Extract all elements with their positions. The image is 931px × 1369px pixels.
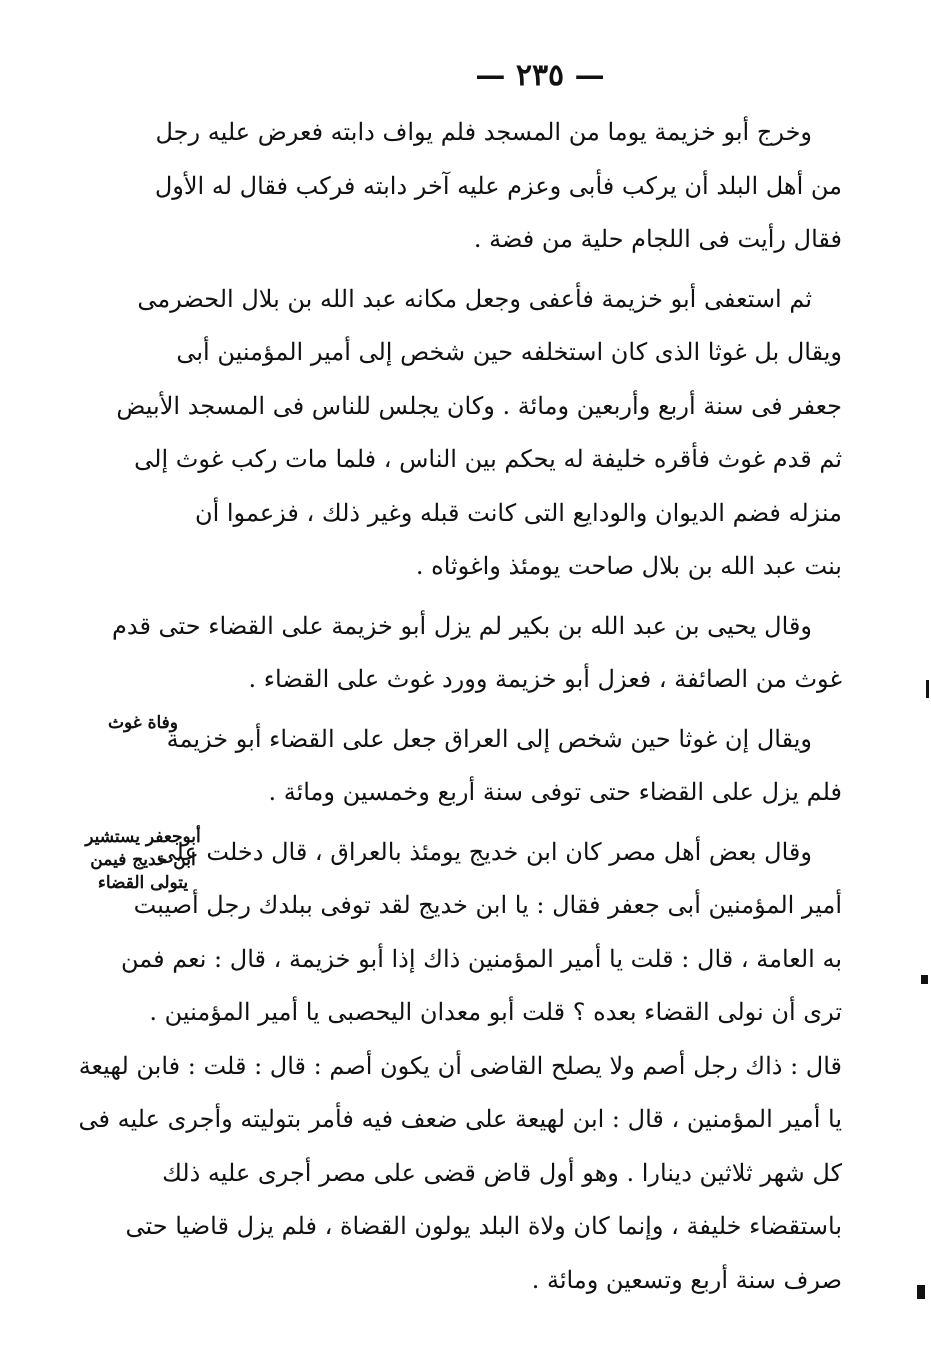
text-line: فلم يزل على القضاء حتى توفى سنة أربع وخمسين ومائة . — [268, 778, 842, 806]
text-line: أمير المؤمنين أبى جعفر فقال : يا ابن خديج لقد توفى ببلدك رجل أصيبت — [133, 891, 842, 919]
paragraph — [111, 600, 842, 707]
text-line: قال : ذاك رجل أصم ولا يصلح القاضى أن يكون أصم : قال : قلت : فابن لهيعة — [78, 1051, 842, 1080]
text-line: به العامة ، قال : قلت يا أمير المؤمنين ذاك إذا أبو خزيمة ، قال : نعم فمن — [120, 944, 842, 973]
text-line: باستقضاء خليفة ، وإنما كان ولاة البلد يولون القضاة ، فلم يزل قاضيا حتى — [125, 1212, 842, 1240]
scan-edge-mark — [926, 680, 929, 698]
margin-note: وفاة غوث — [107, 713, 179, 733]
text-line: من أهل البلد أن يركب فأبى وعزم عليه آخر دابته فركب فقال له الأول — [154, 171, 842, 200]
paragraph — [154, 106, 842, 267]
text-line: صرف سنة أربع وتسعين ومائة . — [531, 1265, 842, 1294]
scan-edge-mark — [921, 975, 928, 984]
text-line: غوث من الصائفة ، فعزل أبو خزيمة وورد غوث على القضاء . — [248, 665, 842, 693]
margin-note: أبوجعفر يستشير ابن خديج فيمن يتولى القضاء — [85, 827, 201, 893]
scan-edge-mark — [917, 1285, 925, 1299]
text-line: وقال يحيى بن عبد الله بن بكير لم يزل أبو خزيمة على القضاء حتى قدم — [111, 611, 812, 640]
paragraph — [116, 273, 842, 594]
text-line: فقال رأيت فى اللجام حلية من فضة . — [473, 225, 842, 253]
text-line: منزله فضم الديوان والودايع التى كانت قبله وغير ذلك ، فزعموا أن — [194, 498, 842, 527]
text-line: كل شهر ثلاثين دينارا . وهو أول قاض قضى على مصر أجرى عليه ذلك — [162, 1158, 842, 1187]
page-number: — ٢٣٥ — — [475, 58, 605, 93]
text-line: جعفر فى سنة أربع وأربعين ومائة . وكان يجلس للناس فى المسجد الأبيض — [116, 391, 842, 420]
text-line: ثم قدم غوث فأقره خليفة له يحكم بين الناس ، فلما مات ركب غوث إلى — [134, 445, 842, 473]
text-line: ثم استعفى أبو خزيمة فأعفى وجعل مكانه عبد الله بن بلال الحضرمى — [137, 284, 812, 313]
paragraph — [166, 713, 842, 820]
text-line: ويقال بل غوثا الذى كان استخلفه حين شخص إلى أمير المؤمنين أبى — [176, 338, 842, 366]
text-line: ويقال إن غوثا حين شخص إلى العراق جعل على القضاء أبو خزيمة — [166, 724, 812, 753]
text-line: وقال بعض أهل مصر كان ابن خديج يومئذ بالعراق ، قال دخلت على — [156, 837, 812, 866]
text-line: بنت عبد الله بن بلال صاحت يومئذ واغوثاه . — [415, 552, 842, 580]
text-line: ترى أن نولى القضاء بعده ؟ قلت أبو معدان اليحصبى يا أمير المؤمنين . — [149, 998, 842, 1026]
text-line: يا أمير المؤمنين ، قال : ابن لهيعة على ضعف فيه فأمر بتوليته وأجرى عليه فى — [78, 1105, 842, 1133]
text-line: وخرج أبو خزيمة يوما من المسجد فلم يواف دابته فعرض عليه رجل — [155, 118, 812, 146]
